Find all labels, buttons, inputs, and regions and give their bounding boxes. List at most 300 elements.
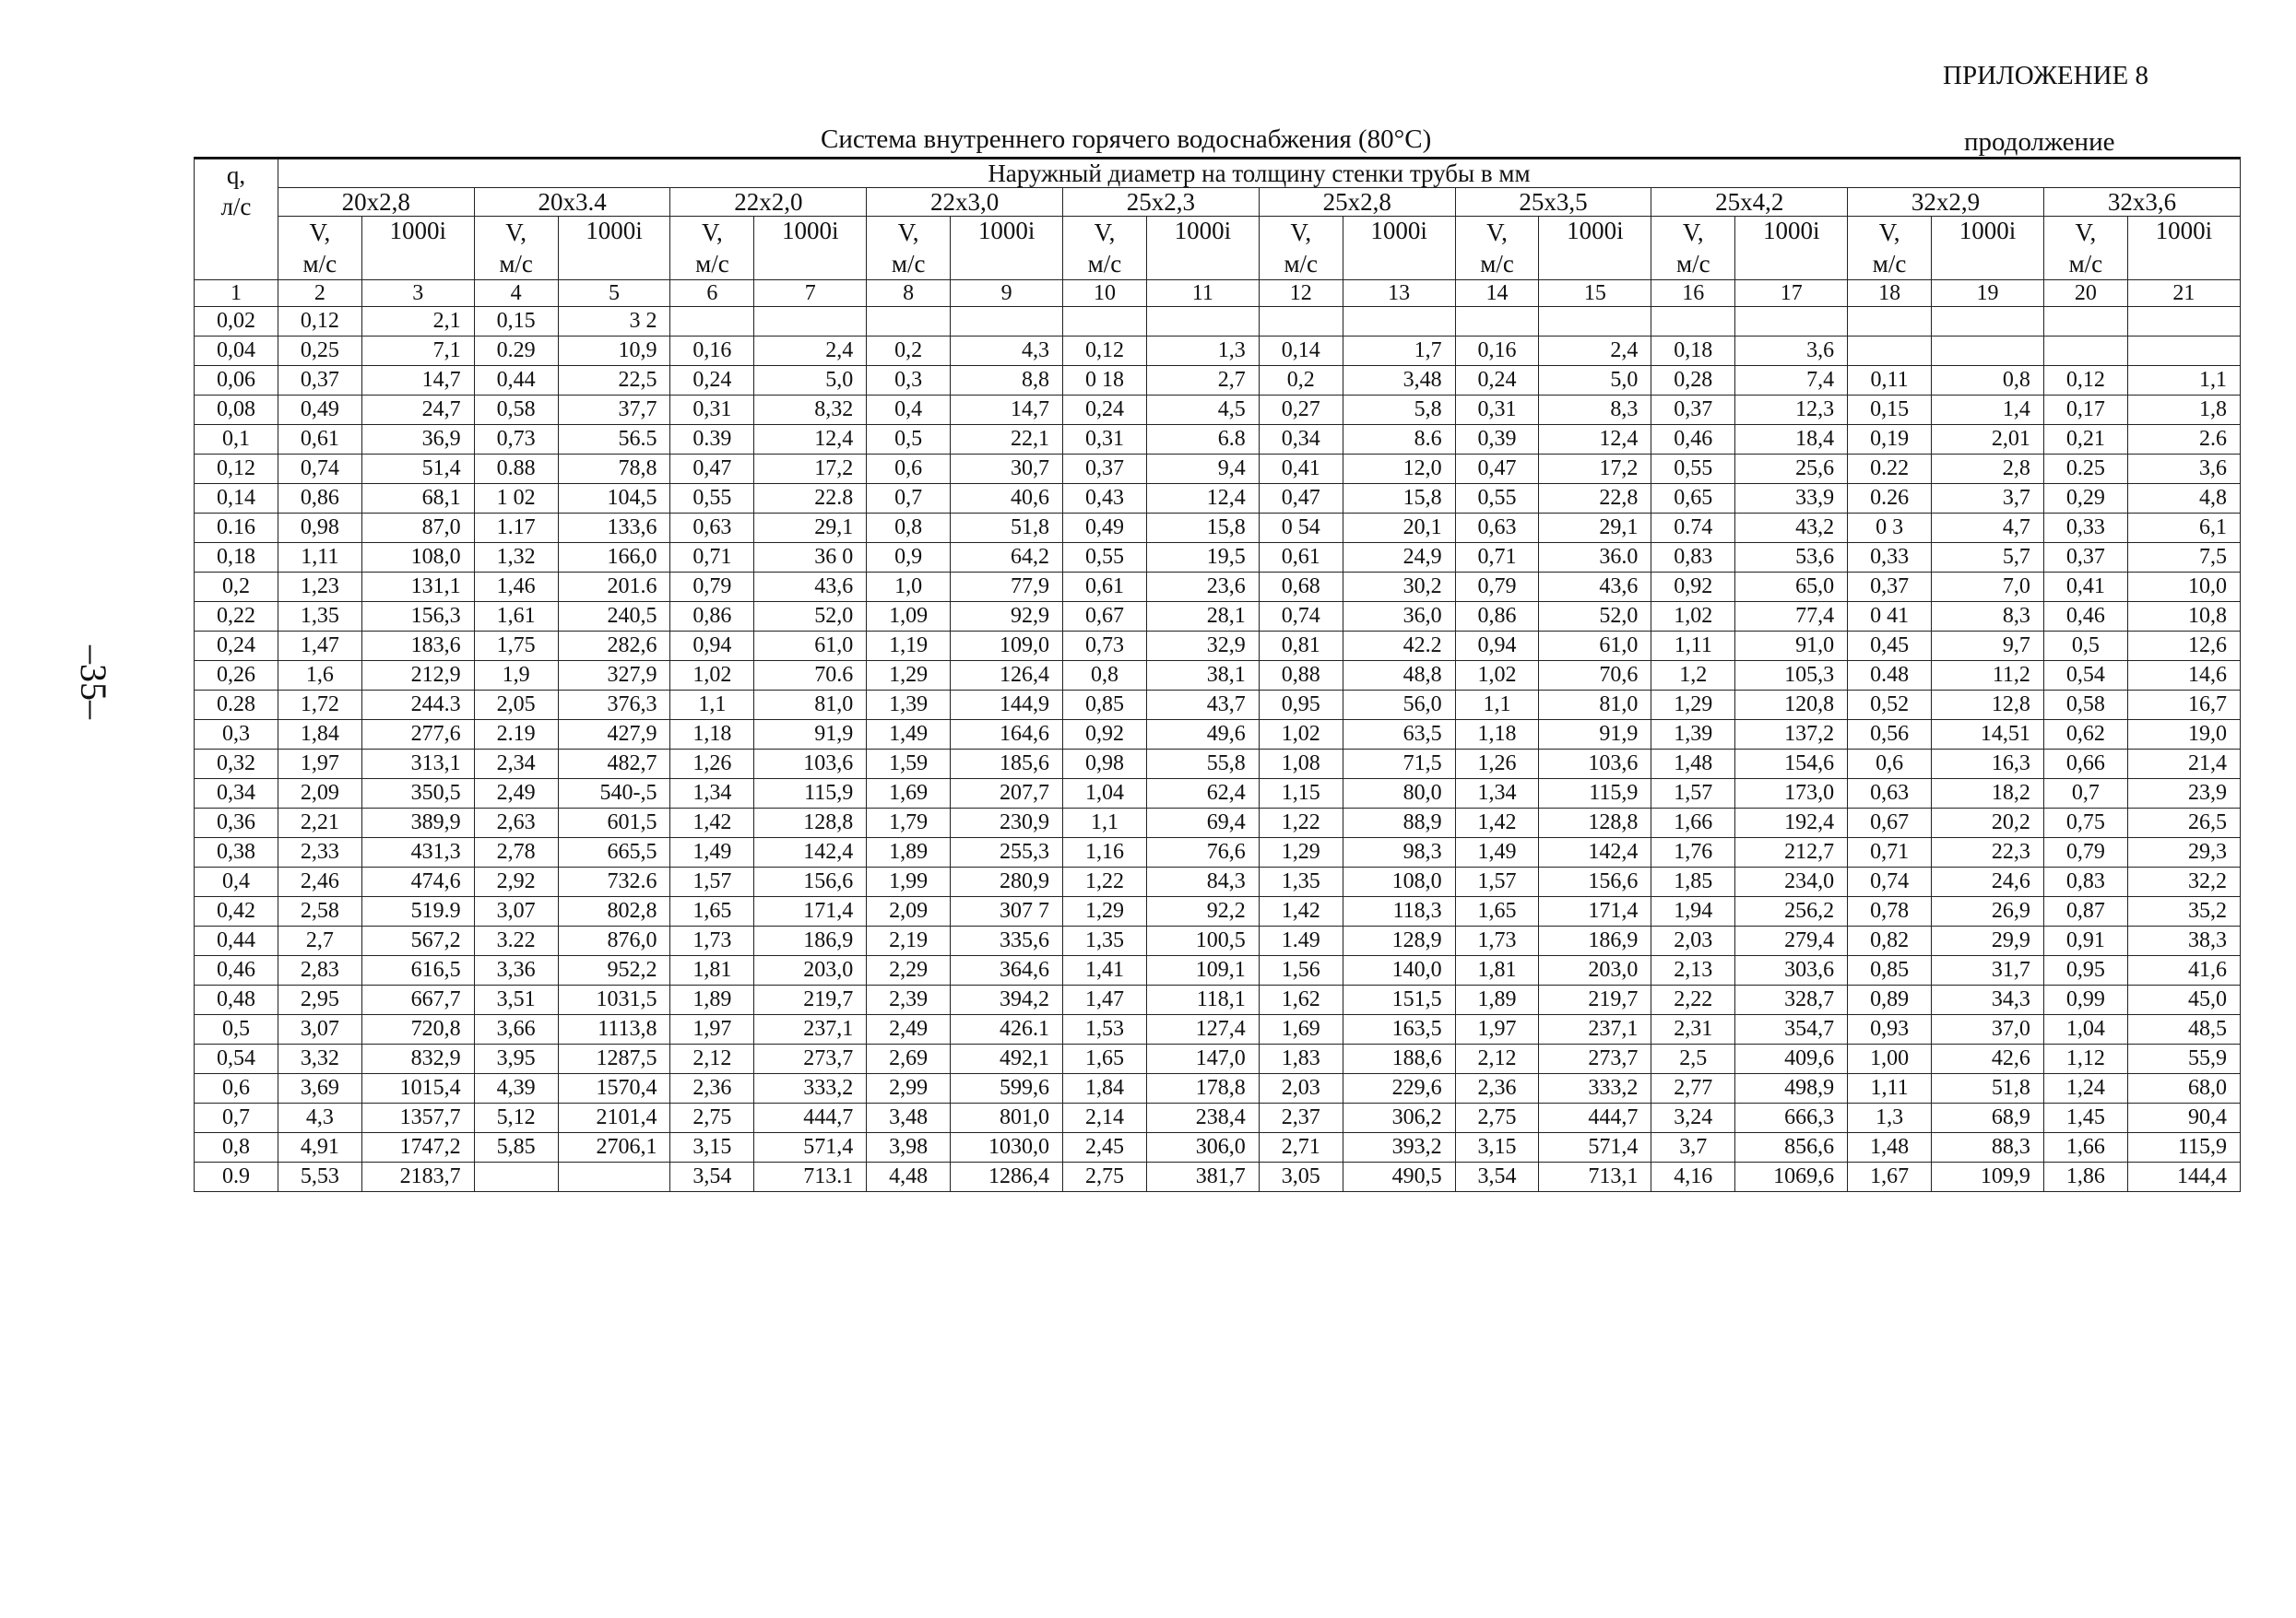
headloss-cell: 229,6: [1343, 1074, 1455, 1104]
headloss-cell: 7,4: [1735, 366, 1848, 396]
velocity-cell: 2,5: [1651, 1045, 1735, 1074]
headloss-cell: 3,48: [1343, 366, 1455, 396]
headloss-cell: 29,1: [1539, 514, 1651, 543]
velocity-cell: 1,02: [1455, 661, 1539, 691]
velocity-cell: 1,1: [1063, 809, 1147, 838]
velocity-cell: 3,66: [474, 1015, 558, 1045]
velocity-cell: 1,23: [278, 573, 361, 602]
velocity-cell: 2,69: [867, 1045, 951, 1074]
headloss-cell: 4,3: [951, 337, 1063, 366]
headloss-cell: 77,9: [951, 573, 1063, 602]
column-number: 7: [754, 280, 867, 307]
velocity-cell: 1,42: [1455, 809, 1539, 838]
column-number: 14: [1455, 280, 1539, 307]
headloss-cell: 36 0: [754, 543, 867, 573]
velocity-cell: 0,95: [2043, 956, 2127, 986]
headloss-cell: 144,9: [951, 691, 1063, 720]
flow-rate-cell: 0,7: [195, 1104, 278, 1133]
headloss-cell: 540-,5: [558, 779, 670, 809]
headloss-cell: 109,9: [1932, 1163, 2044, 1192]
velocity-unit: м/с: [1676, 250, 1710, 278]
table-row: [195, 927, 2241, 956]
headloss-cell: 115,9: [754, 779, 867, 809]
headloss-cell: 53,6: [1735, 543, 1848, 573]
velocity-cell: 0,12: [1063, 337, 1147, 366]
headloss-cell: 19,5: [1146, 543, 1259, 573]
velocity-cell: 2,78: [474, 838, 558, 868]
q-header: [195, 159, 278, 280]
headloss-cell: 30,7: [951, 455, 1063, 484]
velocity-cell: 0,61: [1063, 573, 1147, 602]
headloss-cell: [1932, 337, 2044, 366]
headloss-cell: 490,5: [1343, 1163, 1455, 1192]
velocity-cell: 0,49: [278, 396, 361, 425]
headloss-cell: 173,0: [1735, 779, 1848, 809]
velocity-cell: 1,48: [1848, 1133, 1932, 1163]
headloss-cell: 237,1: [754, 1015, 867, 1045]
headloss-cell: 732.6: [558, 868, 670, 897]
table-row: [195, 307, 2241, 337]
headloss-cell: 8.6: [1343, 425, 1455, 455]
headloss-cell: 720,8: [361, 1015, 474, 1045]
velocity-unit: м/с: [302, 250, 337, 278]
column-number: 1: [195, 280, 278, 307]
table-row: [195, 956, 2241, 986]
headloss-cell: 42.2: [1343, 632, 1455, 661]
velocity-cell: 1,67: [1848, 1163, 1932, 1192]
flow-rate-cell: 0,4: [195, 868, 278, 897]
headloss-cell: 126,4: [951, 661, 1063, 691]
headloss-cell: 350,5: [361, 779, 474, 809]
velocity-cell: 0,15: [474, 307, 558, 337]
headloss-cell: 3,6: [2127, 455, 2240, 484]
headloss-cell: 133,6: [558, 514, 670, 543]
velocity-cell: 1,42: [1259, 897, 1343, 927]
velocity-cell: 0,11: [1848, 366, 1932, 396]
flow-rate-cell: 0,18: [195, 543, 278, 573]
headloss-cell: 5,8: [1343, 396, 1455, 425]
flow-rate-cell: 0,32: [195, 750, 278, 779]
headloss-cell: 2183,7: [361, 1163, 474, 1192]
velocity-cell: 1,72: [278, 691, 361, 720]
headloss-cell: 37,0: [1932, 1015, 2044, 1045]
velocity-cell: 1 02: [474, 484, 558, 514]
headloss-cell: 2101,4: [558, 1104, 670, 1133]
headloss-cell: 201.6: [558, 573, 670, 602]
velocity-cell: 1,6: [278, 661, 361, 691]
headloss-cell: 56,0: [1343, 691, 1455, 720]
headloss-cell: 36.0: [1539, 543, 1651, 573]
column-number: 21: [2127, 280, 2240, 307]
headloss-cell: 219,7: [754, 986, 867, 1015]
column-number: 18: [1848, 280, 1932, 307]
headloss-cell: 33,9: [1735, 484, 1848, 514]
velocity-cell: 5,12: [474, 1104, 558, 1133]
velocity-cell: [867, 307, 951, 337]
column-number: 3: [361, 280, 474, 307]
velocity-cell: 2,75: [670, 1104, 754, 1133]
headloss-cell: 24,9: [1343, 543, 1455, 573]
headloss-cell: [1539, 307, 1651, 337]
velocity-cell: 0,87: [2043, 897, 2127, 927]
headloss-cell: 237,1: [1539, 1015, 1651, 1045]
headloss-cell: 1030,0: [951, 1133, 1063, 1163]
headloss-header: 1000i: [1932, 217, 2044, 280]
velocity-cell: 1,32: [474, 543, 558, 573]
velocity-cell: 2,09: [278, 779, 361, 809]
headloss-cell: 519.9: [361, 897, 474, 927]
headloss-cell: 394,2: [951, 986, 1063, 1015]
velocity-cell: [1063, 307, 1147, 337]
headloss-cell: 156,6: [1539, 868, 1651, 897]
velocity-cell: 0,2: [867, 337, 951, 366]
headloss-cell: 42,6: [1932, 1045, 2044, 1074]
headloss-cell: 68,1: [361, 484, 474, 514]
velocity-cell: 3,69: [278, 1074, 361, 1104]
velocity-cell: 0,41: [1259, 455, 1343, 484]
velocity-cell: 0,74: [1848, 868, 1932, 897]
velocity-cell: 0,34: [1259, 425, 1343, 455]
headloss-cell: 1,7: [1343, 337, 1455, 366]
velocity-cell: 0,85: [1848, 956, 1932, 986]
velocity-cell: 4,48: [867, 1163, 951, 1192]
velocity-cell: 0,37: [2043, 543, 2127, 573]
velocity-cell: 0,71: [1848, 838, 1932, 868]
flow-rate-cell: 0,8: [195, 1133, 278, 1163]
velocity-cell: 0,9: [867, 543, 951, 573]
headloss-cell: 78,8: [558, 455, 670, 484]
headloss-cell: 571,4: [754, 1133, 867, 1163]
velocity-cell: 1,46: [474, 573, 558, 602]
velocity-cell: 1,04: [2043, 1015, 2127, 1045]
headloss-cell: 154,6: [1735, 750, 1848, 779]
headloss-cell: 802,8: [558, 897, 670, 927]
headloss-cell: 115,9: [1539, 779, 1651, 809]
velocity-cell: 2,45: [1063, 1133, 1147, 1163]
column-number-row: [195, 280, 2241, 307]
headloss-cell: 88,3: [1932, 1133, 2044, 1163]
headloss-cell: 1,3: [1146, 337, 1259, 366]
velocity-cell: 0,79: [670, 573, 754, 602]
headloss-cell: 151,5: [1343, 986, 1455, 1015]
headloss-cell: 952,2: [558, 956, 670, 986]
velocity-cell: 2,63: [474, 809, 558, 838]
headloss-cell: 5,0: [1539, 366, 1651, 396]
velocity-cell: 3,48: [867, 1104, 951, 1133]
flow-rate-cell: 0,1: [195, 425, 278, 455]
velocity-cell: 3,32: [278, 1045, 361, 1074]
velocity-cell: 0,37: [1651, 396, 1735, 425]
headloss-cell: 832,9: [361, 1045, 474, 1074]
headloss-cell: 12,4: [1539, 425, 1651, 455]
headloss-cell: 68,9: [1932, 1104, 2044, 1133]
velocity-cell: 0,85: [1063, 691, 1147, 720]
velocity-label: V,: [702, 218, 723, 246]
headloss-cell: 49,6: [1146, 720, 1259, 750]
velocity-cell: [670, 307, 754, 337]
header-row-1: [195, 159, 2241, 188]
headloss-cell: 5,7: [1932, 543, 2044, 573]
velocity-cell: 0,68: [1259, 573, 1343, 602]
headloss-cell: 280,9: [951, 868, 1063, 897]
headloss-cell: 22,1: [951, 425, 1063, 455]
table-row: [195, 1133, 2241, 1163]
velocity-cell: 1,73: [1455, 927, 1539, 956]
headloss-cell: 482,7: [558, 750, 670, 779]
headloss-cell: 17,2: [754, 455, 867, 484]
headloss-cell: 23,6: [1146, 573, 1259, 602]
headloss-cell: 24,7: [361, 396, 474, 425]
velocity-cell: 0,49: [1063, 514, 1147, 543]
headloss-cell: 21,4: [2127, 750, 2240, 779]
headloss-cell: 12,4: [1146, 484, 1259, 514]
headloss-cell: 120,8: [1735, 691, 1848, 720]
velocity-cell: 0,33: [2043, 514, 2127, 543]
velocity-cell: 0,16: [1455, 337, 1539, 366]
table-row: [195, 573, 2241, 602]
headloss-cell: 61,0: [754, 632, 867, 661]
flow-rate-cell: 0,2: [195, 573, 278, 602]
headloss-cell: 14,7: [951, 396, 1063, 425]
column-number: 15: [1539, 280, 1651, 307]
velocity-cell: 0,79: [1455, 573, 1539, 602]
flow-rate-cell: 0,34: [195, 779, 278, 809]
headloss-header: 1000i: [1343, 217, 1455, 280]
velocity-cell: 0,74: [278, 455, 361, 484]
velocity-cell: 0,39: [1455, 425, 1539, 455]
headloss-cell: 256,2: [1735, 897, 1848, 927]
velocity-cell: 1,76: [1651, 838, 1735, 868]
diameter-header: 22x3,0: [867, 188, 1063, 217]
table-row: [195, 1074, 2241, 1104]
velocity-cell: 0,46: [1651, 425, 1735, 455]
headloss-cell: 80,0: [1343, 779, 1455, 809]
headloss-cell: 328,7: [1735, 986, 1848, 1015]
velocity-cell: 1,48: [1651, 750, 1735, 779]
headloss-cell: 7,0: [1932, 573, 2044, 602]
velocity-cell: 3,98: [867, 1133, 951, 1163]
diameter-header: 25x3,5: [1455, 188, 1651, 217]
headloss-cell: 140,0: [1343, 956, 1455, 986]
headloss-cell: 131,1: [361, 573, 474, 602]
headloss-cell: 163,5: [1343, 1015, 1455, 1045]
velocity-cell: 2,09: [867, 897, 951, 927]
velocity-cell: 2,39: [867, 986, 951, 1015]
velocity-cell: 0,63: [1455, 514, 1539, 543]
headloss-cell: 20,2: [1932, 809, 2044, 838]
velocity-cell: 1,41: [1063, 956, 1147, 986]
velocity-header: [1455, 217, 1539, 280]
column-number: 19: [1932, 280, 2044, 307]
velocity-cell: 2,19: [867, 927, 951, 956]
headloss-cell: 55,9: [2127, 1045, 2240, 1074]
velocity-cell: 3,7: [1651, 1133, 1735, 1163]
velocity-cell: 1,86: [2043, 1163, 2127, 1192]
velocity-cell: 1.49: [1259, 927, 1343, 956]
flow-rate-cell: 0,36: [195, 809, 278, 838]
column-number: 17: [1735, 280, 1848, 307]
velocity-cell: 0,58: [2043, 691, 2127, 720]
pipe-flow-table: [194, 159, 2241, 1192]
velocity-cell: 1,97: [278, 750, 361, 779]
velocity-cell: 1,65: [1063, 1045, 1147, 1074]
velocity-cell: 0,55: [1651, 455, 1735, 484]
table-caption: Система внутреннего горячего водоснабжения (80°С): [821, 124, 1432, 154]
headloss-cell: 6.8: [1146, 425, 1259, 455]
headloss-cell: 856,6: [1735, 1133, 1848, 1163]
velocity-cell: 1,35: [1259, 868, 1343, 897]
velocity-cell: 1,89: [1455, 986, 1539, 1015]
velocity-cell: 1,0: [867, 573, 951, 602]
headloss-cell: 567,2: [361, 927, 474, 956]
headloss-cell: 230,9: [951, 809, 1063, 838]
headloss-cell: 28,1: [1146, 602, 1259, 632]
flow-rate-cell: 0,14: [195, 484, 278, 514]
headloss-cell: 273,7: [1539, 1045, 1651, 1074]
headloss-cell: 9,4: [1146, 455, 1259, 484]
headloss-cell: 7,5: [2127, 543, 2240, 573]
diameter-header: 22x2,0: [670, 188, 867, 217]
velocity-cell: 2,37: [1259, 1104, 1343, 1133]
headloss-cell: 20,1: [1343, 514, 1455, 543]
velocity-cell: 0,86: [670, 602, 754, 632]
velocity-cell: 1,42: [670, 809, 754, 838]
velocity-cell: 0.74: [1651, 514, 1735, 543]
velocity-cell: 0,98: [278, 514, 361, 543]
velocity-cell: 1,02: [1651, 602, 1735, 632]
table-row: [195, 632, 2241, 661]
velocity-cell: 2,49: [474, 779, 558, 809]
headloss-cell: 156,3: [361, 602, 474, 632]
velocity-cell: 1,19: [867, 632, 951, 661]
headloss-cell: 306,2: [1343, 1104, 1455, 1133]
appendix-label: ПРИЛОЖЕНИЕ 8: [1943, 61, 2148, 90]
table-row: [195, 986, 2241, 1015]
velocity-cell: 4,16: [1651, 1163, 1735, 1192]
velocity-cell: 0,43: [1063, 484, 1147, 514]
headloss-cell: 91,0: [1735, 632, 1848, 661]
velocity-cell: 0,12: [278, 307, 361, 337]
headloss-cell: 26,9: [1932, 897, 2044, 927]
velocity-cell: 1,83: [1259, 1045, 1343, 1074]
flow-rate-cell: 0,04: [195, 337, 278, 366]
velocity-cell: 0,18: [1651, 337, 1735, 366]
velocity-label: V,: [1878, 218, 1900, 246]
headloss-cell: 22.8: [754, 484, 867, 514]
headloss-cell: 164,6: [951, 720, 1063, 750]
diameter-header: 25x2,3: [1063, 188, 1260, 217]
headloss-cell: 32,9: [1146, 632, 1259, 661]
headloss-cell: 2706,1: [558, 1133, 670, 1163]
velocity-cell: 4,91: [278, 1133, 361, 1163]
headloss-cell: 18,4: [1735, 425, 1848, 455]
headloss-cell: 183,6: [361, 632, 474, 661]
headloss-cell: 45,0: [2127, 986, 2240, 1015]
velocity-cell: 0,66: [2043, 750, 2127, 779]
headloss-cell: 156,6: [754, 868, 867, 897]
headloss-cell: 109,1: [1146, 956, 1259, 986]
headloss-cell: 118,3: [1343, 897, 1455, 927]
velocity-header: [1063, 217, 1147, 280]
velocity-cell: 0,83: [1651, 543, 1735, 573]
velocity-cell: 1,75: [474, 632, 558, 661]
velocity-cell: 2,21: [278, 809, 361, 838]
headloss-cell: 8,3: [1539, 396, 1651, 425]
headloss-cell: [558, 1163, 670, 1192]
velocity-cell: 1,53: [1063, 1015, 1147, 1045]
velocity-cell: 0,24: [1455, 366, 1539, 396]
velocity-cell: 0,61: [1259, 543, 1343, 573]
velocity-cell: 0,24: [1063, 396, 1147, 425]
diameter-header: 20x2,8: [278, 188, 474, 217]
velocity-cell: 0,52: [1848, 691, 1932, 720]
headloss-cell: 92,2: [1146, 897, 1259, 927]
velocity-cell: 0,99: [2043, 986, 2127, 1015]
headloss-cell: 192,4: [1735, 809, 1848, 838]
headloss-cell: 178,8: [1146, 1074, 1259, 1104]
headloss-cell: 29,9: [1932, 927, 2044, 956]
velocity-cell: 0,71: [670, 543, 754, 573]
velocity-cell: 0,27: [1259, 396, 1343, 425]
velocity-cell: 0,47: [1259, 484, 1343, 514]
headloss-cell: 118,1: [1146, 986, 1259, 1015]
velocity-cell: 0,5: [867, 425, 951, 455]
table-row: [195, 1104, 2241, 1133]
velocity-cell: 4,3: [278, 1104, 361, 1133]
flow-rate-cell: 0.16: [195, 514, 278, 543]
velocity-cell: 0,37: [278, 366, 361, 396]
headloss-cell: 8,32: [754, 396, 867, 425]
velocity-label: V,: [897, 218, 919, 246]
headloss-header: 1000i: [2127, 217, 2240, 280]
headloss-header: 1000i: [1146, 217, 1259, 280]
velocity-cell: 0,2: [1259, 366, 1343, 396]
headloss-cell: 5,0: [754, 366, 867, 396]
flow-rate-cell: 0,44: [195, 927, 278, 956]
velocity-cell: 3,54: [670, 1163, 754, 1192]
table-row: [195, 868, 2241, 897]
velocity-cell: 0,37: [1848, 573, 1932, 602]
velocity-header: [2043, 217, 2127, 280]
headloss-cell: 71,5: [1343, 750, 1455, 779]
velocity-cell: 2,58: [278, 897, 361, 927]
headloss-cell: 38,3: [2127, 927, 2240, 956]
velocity-cell: 2,7: [278, 927, 361, 956]
headloss-cell: 1031,5: [558, 986, 670, 1015]
headloss-cell: 127,4: [1146, 1015, 1259, 1045]
velocity-cell: 0,95: [1259, 691, 1343, 720]
velocity-cell: 1,26: [670, 750, 754, 779]
headloss-cell: 105,3: [1735, 661, 1848, 691]
velocity-cell: 5,53: [278, 1163, 361, 1192]
velocity-cell: [1848, 337, 1932, 366]
velocity-cell: 0,78: [1848, 897, 1932, 927]
column-number: 20: [2043, 280, 2127, 307]
diameter-header: 25x2,8: [1259, 188, 1455, 217]
headloss-cell: 185,6: [951, 750, 1063, 779]
headloss-cell: 64,2: [951, 543, 1063, 573]
velocity-cell: 0,3: [867, 366, 951, 396]
headloss-cell: 7,1: [361, 337, 474, 366]
velocity-label: V,: [505, 218, 527, 246]
headloss-cell: 307 7: [951, 897, 1063, 927]
headloss-cell: 1015,4: [361, 1074, 474, 1104]
headloss-cell: 444,7: [754, 1104, 867, 1133]
headloss-cell: 279,4: [1735, 927, 1848, 956]
velocity-header: [1848, 217, 1932, 280]
table-body: [195, 307, 2241, 1192]
headloss-cell: 38,1: [1146, 661, 1259, 691]
